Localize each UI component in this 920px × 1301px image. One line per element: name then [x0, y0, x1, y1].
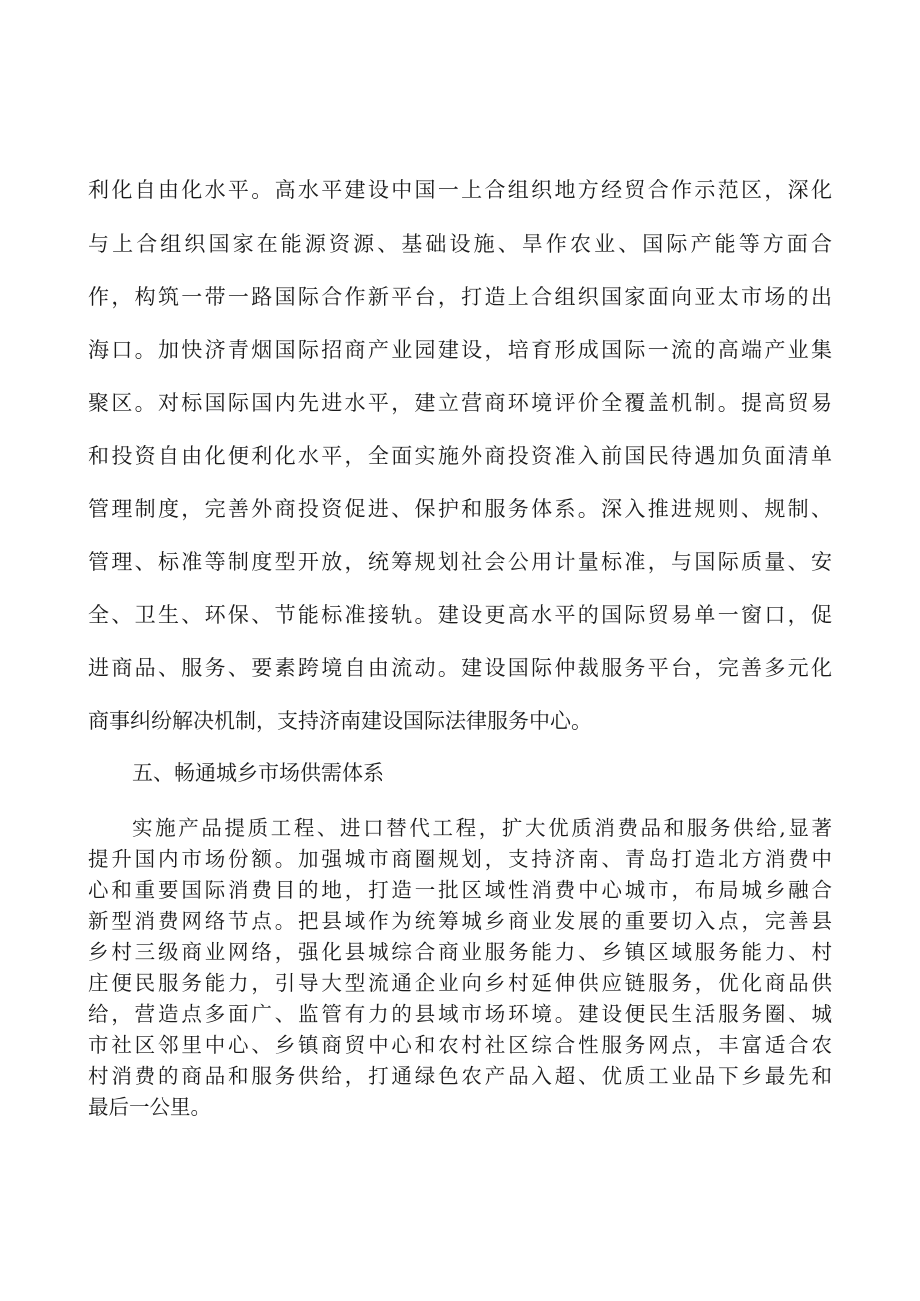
paragraph-line: 乡村三级商业网络，强化县城综合商业服务能力、乡镇区域服务能力、村	[88, 940, 832, 964]
paragraph-line: 聚区。对标国际国内先进水平，建立营商环境评价全覆盖机制。提高贸易	[88, 391, 832, 415]
paragraph-line: 给，营造点多面广、监管有力的县域市场环境。建设便民生活服务圈、城	[88, 1002, 832, 1026]
paragraph-line: 心和重要国际消费目的地，打造一批区域性消费中心城市，布局城乡融合	[88, 878, 832, 902]
paragraph-line: 实施产品提质工程、进口替代工程，扩大优质消费品和服务供给,显著	[132, 816, 832, 840]
paragraph-line: 管理、标准等制度型开放，统筹规划社会公用计量标准，与国际质量、安	[88, 550, 832, 574]
paragraph-line: 庄便民服务能力，引导大型流通企业向乡村延伸供应链服务，优化商品供	[88, 971, 832, 995]
paragraph-line: 市社区邻里中心、乡镇商贸中心和农村社区综合性服务网点，丰富适合农	[88, 1033, 832, 1057]
paragraph-line: 新型消费网络节点。把县域作为统筹城乡商业发展的重要切入点，完善县	[88, 909, 832, 933]
paragraph-line: 全、卫生、环保、节能标准接轨。建设更高水平的国际贸易单一窗口，促	[88, 603, 832, 627]
paragraph-line: 进商品、服务、要素跨境自由流动。建设国际仲裁服务平台，完善多元化	[88, 656, 832, 680]
paragraph-line: 与上合组织国家在能源资源、基础设施、旱作农业、国际产能等方面合	[88, 232, 832, 256]
paragraph-line: 商事纠纷解决机制，支持济南建设国际法律服务中心。	[88, 709, 592, 733]
section-heading: 五、畅通城乡市场供需体系	[132, 761, 384, 785]
paragraph-line: 和投资自由化便利化水平，全面实施外商投资准入前国民待遇加负面清单	[88, 444, 832, 468]
paragraph-line: 作，构筑一带一路国际合作新平台，打造上合组织国家面向亚太市场的出	[88, 285, 832, 309]
paragraph-line: 利化自由化水平。高水平建设中国一上合组织地方经贸合作示范区，深化	[88, 178, 832, 202]
paragraph-line: 管理制度，完善外商投资促进、保护和服务体系。深入推进规则、规制、	[88, 497, 832, 521]
paragraph-line: 村消费的商品和服务供给，打通绿色农产品入超、优质工业品下乡最先和	[88, 1064, 832, 1088]
paragraph-line: 最后一公里。	[88, 1095, 211, 1119]
paragraph-line: 海口。加快济青烟国际招商产业园建设，培育形成国际一流的高端产业集	[88, 338, 832, 362]
paragraph-line: 提升国内市场份额。加强城市商圈规划，支持济南、青岛打造北方消费中	[88, 847, 832, 871]
